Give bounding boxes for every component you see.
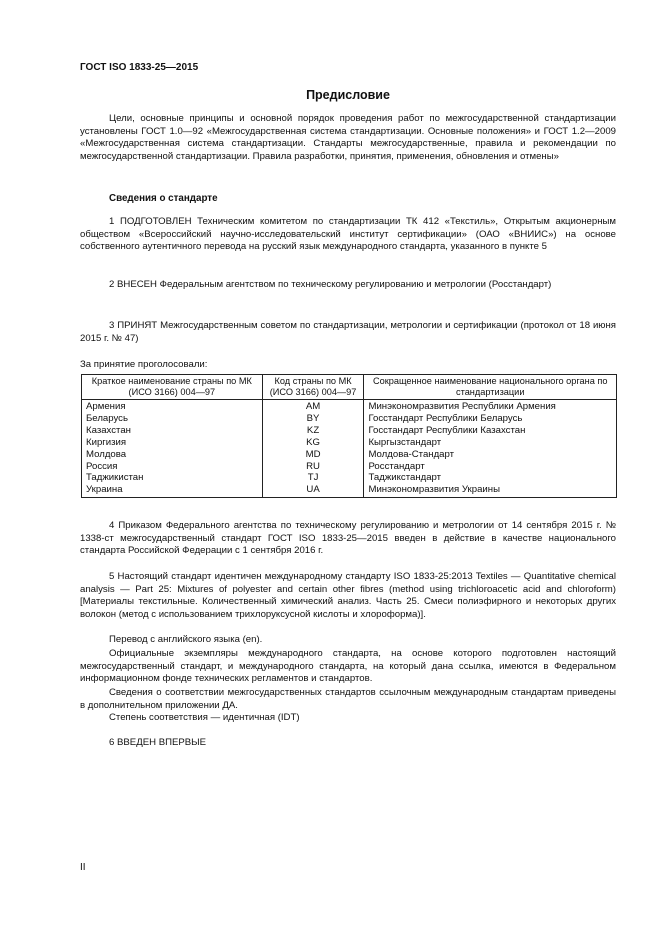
- code-cell: KZ: [262, 425, 364, 437]
- code-cell: MD: [262, 449, 364, 461]
- code-cell: RU: [262, 461, 364, 473]
- table-row: [82, 449, 617, 461]
- body-cell: Росстандарт: [364, 461, 617, 473]
- document-code-header: ГОСТ ISO 1833-25—2015: [80, 62, 199, 73]
- country-cell: Таджикистан: [82, 472, 263, 484]
- degree-paragraph: Степень соответствия — идентичная (IDT): [109, 712, 300, 723]
- table-row: [82, 413, 617, 425]
- body-cell: Минэкономразвития Украины: [364, 484, 617, 497]
- country-cell: Беларусь: [82, 413, 263, 425]
- column-header-code: Код страны по МК (ИСО 3166) 004—97: [262, 375, 364, 400]
- body-cell: Кыргызстандарт: [364, 437, 617, 449]
- section-subheading: Сведения о стандарте: [109, 193, 218, 204]
- code-cell: AM: [262, 400, 364, 413]
- item-4-paragraph: 4 Приказом Федерального агентства по техническому регулированию и метрологии от 14 сентября 2015 г. № 1338-ст межгосударственный стандарт ГОСТ ISO 1833-25—2015 введен в действие в качестве национального стандарта Российской Федерации с 1 сентября 2016 г.: [80, 520, 616, 557]
- intro-paragraph: Цели, основные принципы и основной порядок проведения работ по межгосударственной стандартизации установлены ГОСТ 1.0—92 «Межгосударственная система стандартизации. Основные положения» и ГОСТ 1.2—2009 «Межгосударственная система стандартизации. Стандарты межгосударственные, правила и рекомендации по межгосударственной стандартизации. Правила разработки, принятия, применения, обновления и отмены»: [80, 113, 616, 162]
- translation-paragraph: Перевод с английского языка (en).: [109, 634, 263, 645]
- table-row: [82, 437, 617, 449]
- page-number: II: [80, 862, 86, 873]
- item-1-paragraph: 1 ПОДГОТОВЛЕН Техническим комитетом по стандартизации ТК 412 «Текстиль», Открытым акционерным обществом «Всероссийский научно-исследовательский институт сертификации» (ОАО «ВНИИС») на основе собственного аутентичного перевода на русский язык международного стандарта, указанного в пункте 5: [80, 216, 616, 253]
- country-cell: Киргизия: [82, 437, 263, 449]
- votes-label: За принятие проголосовали:: [80, 359, 208, 370]
- table-row: [82, 461, 617, 473]
- item-2-paragraph: 2 ВНЕСЕН Федеральным агентством по техническому регулированию и метрологии (Росстандарт): [109, 279, 552, 290]
- code-cell: KG: [262, 437, 364, 449]
- body-cell: Минэкономразвития Республики Армения: [364, 400, 617, 413]
- page-title: Предисловие: [306, 88, 390, 102]
- compliance-info-paragraph: Сведения о соответствии межгосударственных стандартов ссылочным международным стандартам приведены в дополнительном приложении ДА.: [80, 687, 616, 711]
- code-cell: TJ: [262, 472, 364, 484]
- table-row: [82, 425, 617, 437]
- body-cell: Госстандарт Республики Беларусь: [364, 413, 617, 425]
- table-row: [82, 484, 617, 497]
- item-6-paragraph: 6 ВВЕДЕН ВПЕРВЫЕ: [109, 737, 207, 748]
- table-row: [82, 472, 617, 484]
- table-row: [82, 400, 617, 413]
- country-cell: Россия: [82, 461, 263, 473]
- country-cell: Казахстан: [82, 425, 263, 437]
- country-cell: Армения: [82, 400, 263, 413]
- item-3-paragraph: 3 ПРИНЯТ Межгосударственным советом по стандартизации, метрологии и сертификации (протокол от 18 июня 2015 г. № 47): [80, 320, 616, 344]
- country-cell: Молдова: [82, 449, 263, 461]
- code-cell: BY: [262, 413, 364, 425]
- body-cell: Таджикстандарт: [364, 472, 617, 484]
- code-cell: UA: [262, 484, 364, 497]
- body-cell: Госстандарт Республики Казахстан: [364, 425, 617, 437]
- column-header-body: Сокращенное наименование национального органа по стандартизации: [364, 375, 617, 400]
- votes-table: [81, 374, 617, 498]
- country-cell: Украина: [82, 484, 263, 497]
- body-cell: Молдова-Стандарт: [364, 449, 617, 461]
- item-5-paragraph: 5 Настоящий стандарт идентичен международному стандарту ISO 1833-25:2013 Textiles — Quantitative chemical analysis — Part 25: Mixtures of polyester and certain other fibres (method using trichloroacetic acid and chloroform) [Материалы текстильные. Количественный химический анализ. Часть 25. Смеси полиэфирного и некоторых других волокон (метод с использованием трихлоруксусной кислоты и хлороформа)].: [80, 571, 616, 620]
- column-header-country: Краткое наименование страны по МК (ИСО 3166) 004—97: [82, 375, 263, 400]
- official-copies-paragraph: Официальные экземпляры международного стандарта, на основе которого подготовлен настоящий межгосударственный стандарт, и международного стандарта, на который дана ссылка, имеются в Федеральном информационном фонде технических регламентов и стандартов.: [80, 648, 616, 685]
